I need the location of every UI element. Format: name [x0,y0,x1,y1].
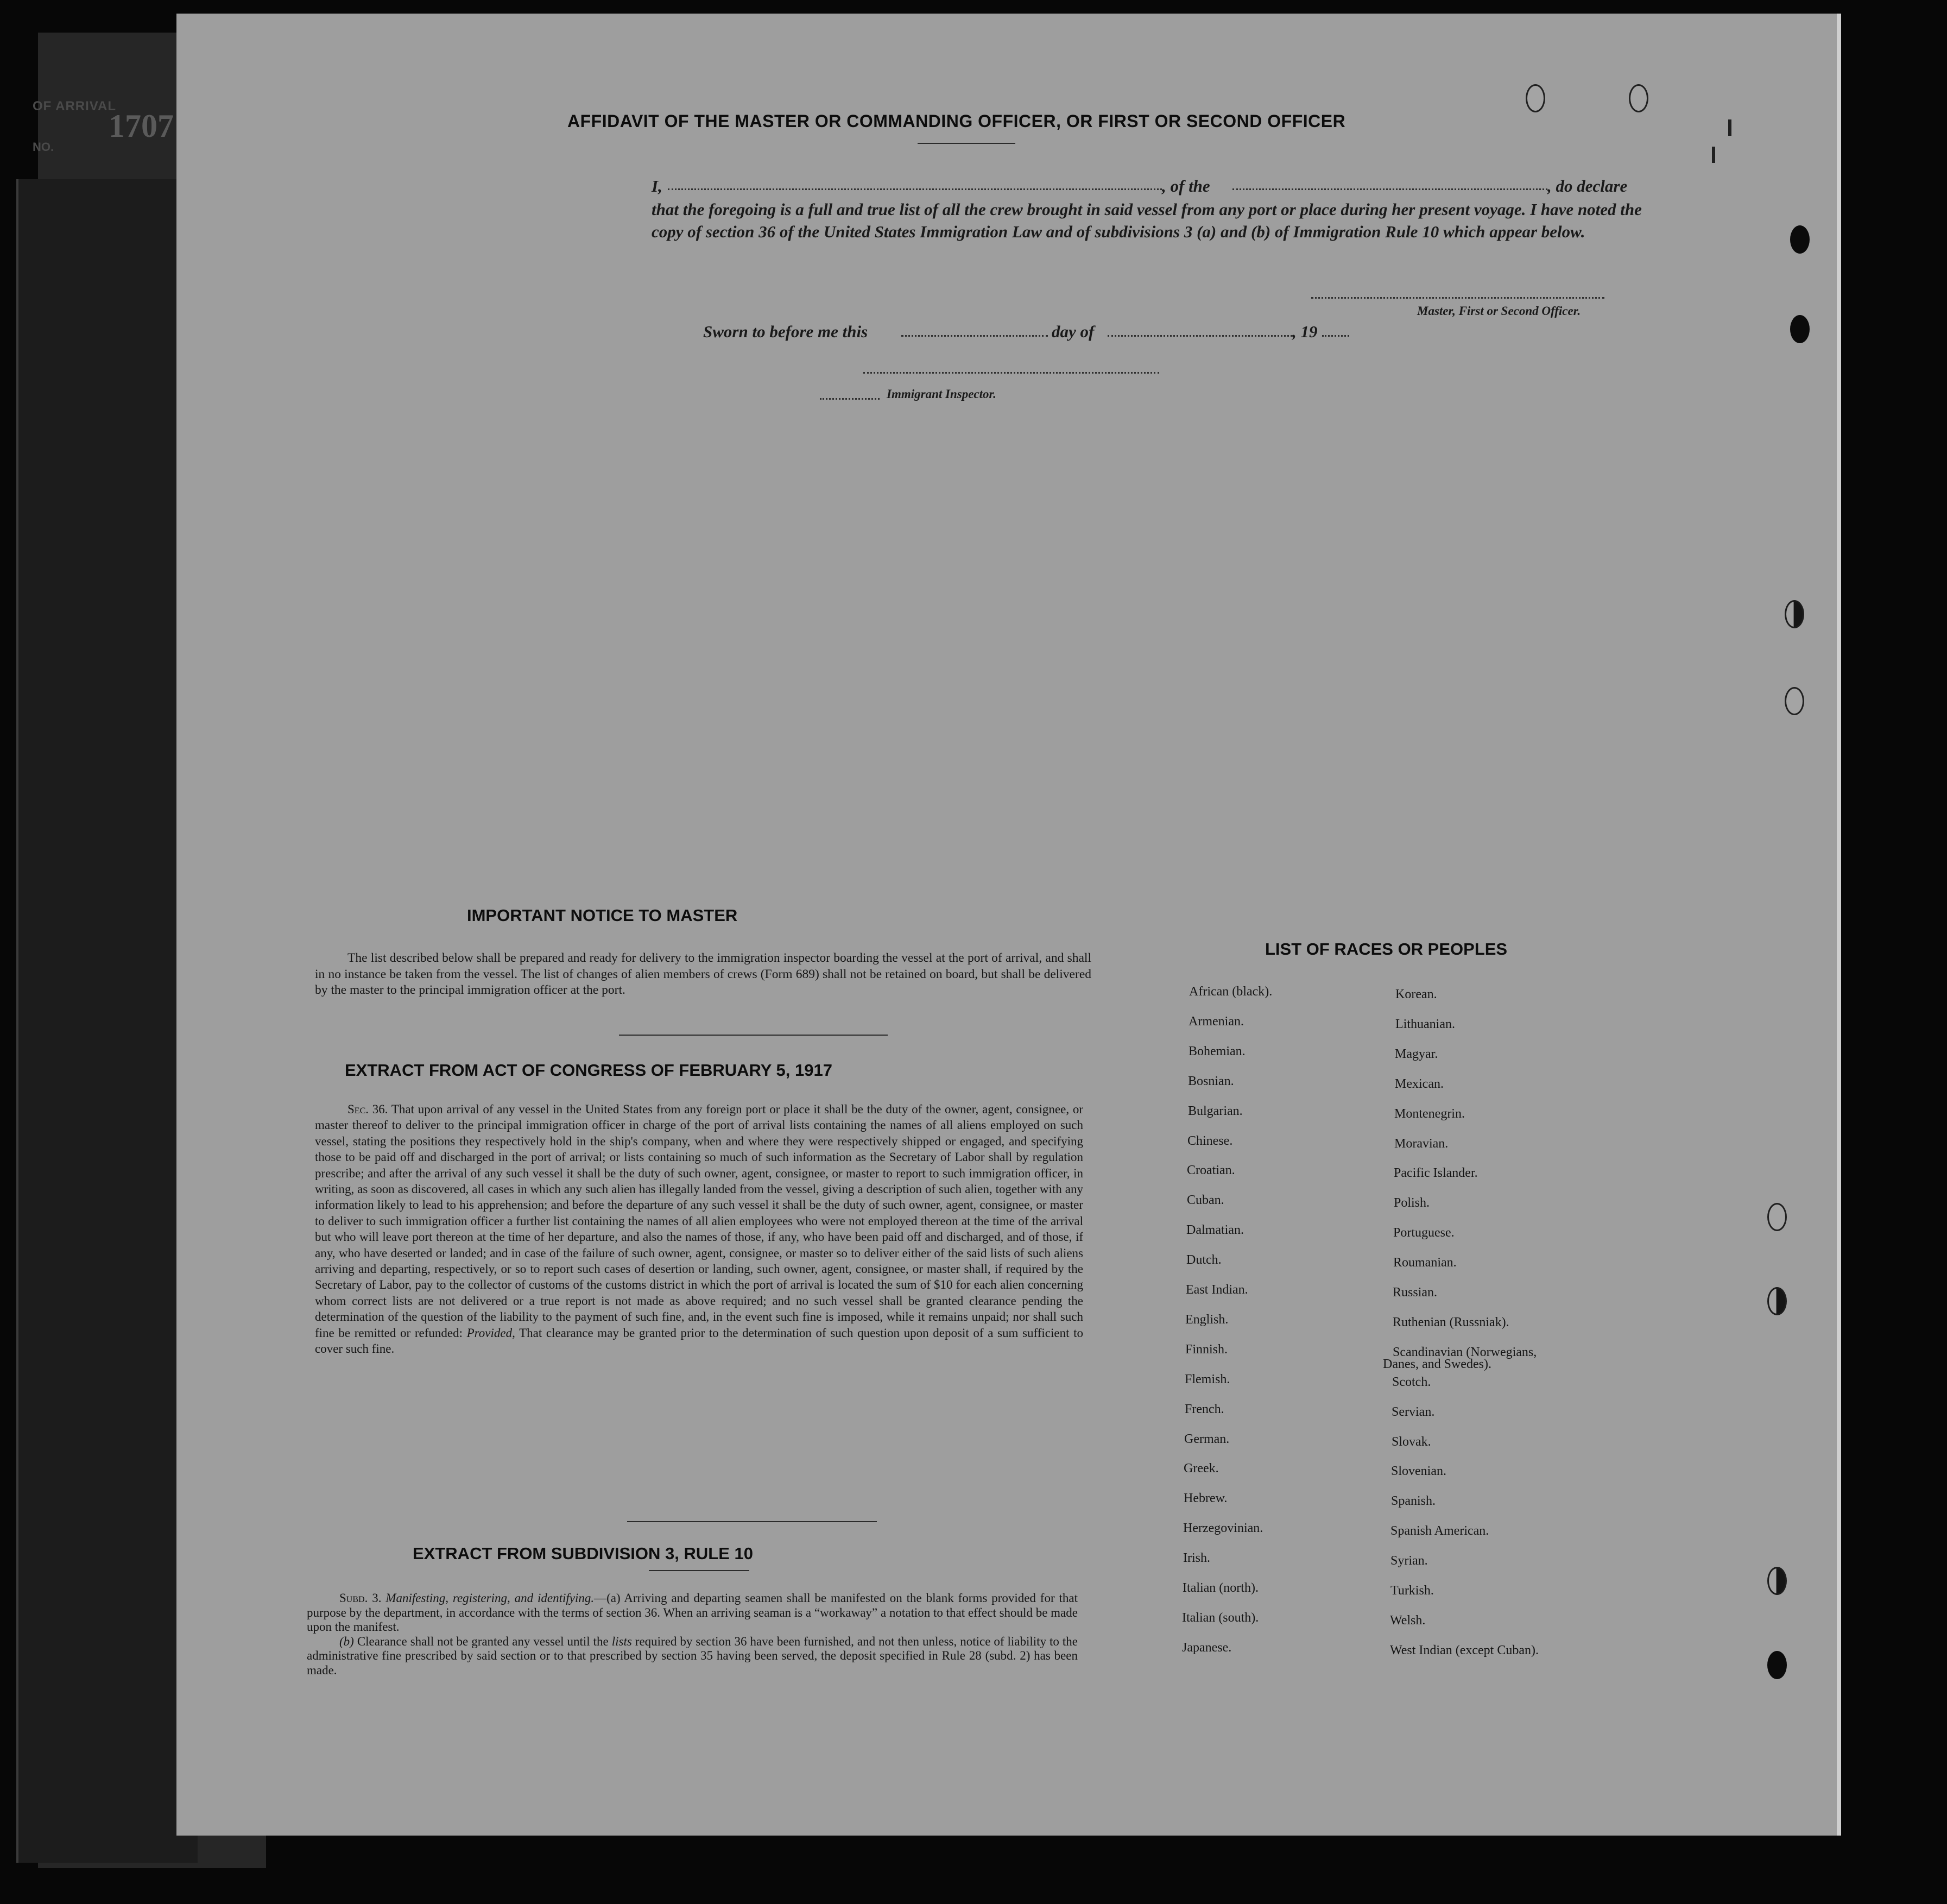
race-item: Dutch. [1186,1253,1222,1268]
act-title: EXTRACT FROM ACT OF CONGRESS OF FEBRUARY 5, 1917 [345,1061,832,1080]
title-rule [649,1570,749,1571]
race-item: African (black). [1189,985,1273,999]
vessel-prefix: , of the [1162,176,1210,196]
punch-hole-icon [1767,1203,1787,1231]
notice-text [315,950,1091,999]
arrival-stub [33,81,179,174]
race-item: Italian (south). [1182,1610,1259,1625]
rule-text [307,1591,1078,1678]
para-b-text: Clearance shall not be granted any vessel until the [357,1634,609,1648]
race-item: Scandinavian (Norwegians, [1393,1345,1537,1359]
para-a-label: —(a) [594,1591,621,1605]
provided-label: Provided, [466,1326,515,1340]
race-item: Chinese. [1187,1133,1233,1148]
race-item: Syrian. [1390,1554,1428,1568]
race-item: Croatian. [1187,1163,1235,1178]
race-item: Slovak. [1392,1434,1431,1449]
race-item: Dalmatian. [1186,1223,1244,1238]
subd-heading: Manifesting, registering, and identifying. [385,1591,595,1605]
race-item: Moravian. [1394,1136,1449,1151]
race-item: Ruthenian (Russniak). [1393,1315,1509,1329]
punch-hole-icon [1629,84,1648,112]
subd-label: Subd. 3. [339,1591,382,1605]
race-item: Herzegovinian. [1183,1521,1263,1536]
rule-title: EXTRACT FROM SUBDIVISION 3, RULE 10 [413,1544,753,1563]
inspector-prefix-dots [820,398,880,400]
race-item: Welsh. [1390,1613,1426,1628]
race-item: Korean. [1395,987,1437,1001]
sworn-prefix: Sworn to before me this [703,322,868,341]
act-paragraph [315,1101,1083,1357]
rule-para-a [307,1591,1078,1635]
punch-hole-icon [1767,1287,1787,1315]
ink-mark [1712,147,1715,163]
race-item: Flemish. [1185,1372,1230,1386]
document-page [176,14,1841,1836]
race-item: Italian (north). [1183,1581,1259,1595]
declare-suffix: , do declare [1547,176,1628,196]
punch-hole-icon [1790,225,1810,254]
race-item: Lithuanian. [1395,1017,1455,1031]
race-item: Greek. [1184,1461,1219,1476]
race-item: Portuguese. [1393,1226,1455,1240]
inspector-signature-field[interactable] [863,372,1159,374]
notice-paragraph: The list described below shall be prepared and ready for delivery to the immigration inspector boarding the vessel at the port of arrival, and shall in no instance be taken from the vessel. The list of changes of alien members of crews (Form 689) shall not be retained on board, but shall be delivered by the master to the principal immigration officer at the port. [315,951,1091,997]
sec-label: Sec. 36. [347,1102,388,1116]
race-item: Spanish American. [1390,1524,1489,1539]
race-item: Bohemian. [1189,1044,1246,1058]
race-item: Bulgarian. [1188,1104,1243,1118]
notice-title: IMPORTANT NOTICE TO MASTER [467,906,738,925]
race-item: East Indian. [1186,1283,1248,1297]
race-item: Irish. [1183,1551,1210,1566]
declarant-prefix: I, [652,176,662,196]
race-item: West Indian (except Cuban). [1390,1643,1539,1657]
sworn-month-field[interactable] [1108,335,1292,337]
affidavit-body: that the foregoing is a full and true list of all the crew brought in said vessel from any port or place during her present voyage. I have noted the copy of section 36 of the United States Immigration Law and of subdivisions 3 (a) and (b) of Immigration Rule 10 which appear below. [652,200,1642,241]
race-item: Finnish. [1185,1342,1228,1357]
race-item: French. [1185,1402,1224,1416]
race-item: Spanish. [1391,1494,1436,1509]
stub-number: 1707 [109,108,174,144]
para-b-lists: lists [611,1634,632,1648]
race-item: English. [1185,1312,1229,1327]
race-item: Hebrew. [1184,1491,1228,1506]
para-b-text-end: required by section 36 have been furnished, and not then unless, notice of liability to the administrative fine prescribed by said section or to that prescribed by section 35 having been served, the deposit specified in Rule 28 (subd. 2) has been made. [307,1634,1078,1677]
race-item: Roumanian. [1393,1256,1457,1270]
master-signature-field[interactable] [1311,297,1604,299]
punch-hole-icon [1526,84,1545,112]
race-item: Slovenian. [1391,1464,1446,1479]
stub-label: OF ARRIVAL [33,99,116,114]
race-item: Magyar. [1395,1046,1438,1061]
races-title: LIST OF RACES OR PEOPLES [1265,940,1508,959]
race-item: Montenegrin. [1394,1106,1465,1121]
punch-hole-icon [1767,1567,1787,1595]
act-body: That upon arrival of any vessel in the United States from any foreign port or place it shall be the duty of the owner, agent, consignee, or master thereof to deliver to the principal immigration officer in charge of the port of arrival lists containing the names of all aliens employed on such vessel, stating the positions they respectively hold in the ship's company, when and where they were respectively shipped or engaged, and specifying those to be paid off and discharged in the port of arrival; or lists containing so much of such information as the Secretary of Labor shall by regulation prescribe; and after the arrival of any such vessel it shall be the duty of such owner, agent, consignee, or master to report to such immigration officer, in writing, as soon as discovered, all cases in which any such alien has illegally landed from the vessel, giving a description of such alien, together with any information likely to lead to his apprehension; and before the departure of any such vessel it shall be the duty of such owner, agent, consignee, or master to deliver to such immigration officer a further list containing the names of all alien employees who were not employed thereon at the time of the arrival but who will leave port thereon at the time of her departure, and also the names of those, if any, who have been paid off and discharged, and of those, if any, who have deserted or landed; and in case of the failure of such owner, agent, consignee, or master so to deliver either of the said lists of such aliens arriving and departing, respectively, or so to report such cases of desertion or landing, such owner, agent, consignee, or master shall, if required by the Secretary of Labor, pay to the collector of customs of the customs district in which the port of arrival is located the sum of $10 for each alien concerning whom correct lists are not delivered or a true report is not made as above required; and no such vessel shall be granted clearance pending the determination of the question of the liability to the payment of such fine, and, in the event such fine is imposed, while it remains unpaid; nor shall such fine be remitted or refunded: [315,1102,1083,1340]
punch-hole-icon [1785,600,1804,628]
race-item: Turkish. [1390,1584,1434,1598]
sworn-year-field[interactable] [1322,335,1349,337]
back-sheet-edge [16,179,198,1863]
sworn-day-field[interactable] [901,335,1048,337]
punch-hole-icon [1767,1651,1787,1679]
race-item: Danes, and Swedes). [1383,1357,1491,1371]
ink-mark [1728,119,1731,136]
vessel-name-field[interactable] [1232,188,1547,190]
para-a-text: Arriving and departing seamen shall be manifested on the blank forms provided for that purpose by the department, in accordance with the terms of section 36. When an arriving seaman is a “workaway” a notation to that effect should be made upon the manifest. [307,1591,1078,1634]
section-divider [627,1521,877,1522]
race-item: Japanese. [1182,1640,1232,1655]
act-body-end: That clearance may be granted prior to the determination of such question upon deposit of a sum sufficient to cover such fine. [315,1326,1083,1356]
race-item: Cuban. [1187,1193,1224,1208]
race-item: Polish. [1394,1196,1430,1211]
race-item: German. [1184,1432,1230,1446]
rule-para-b [307,1635,1078,1678]
act-text [315,1101,1083,1357]
race-item: Bosnian. [1188,1074,1234,1088]
race-item: Pacific Islander. [1394,1166,1478,1181]
affidavit-title: AFFIDAVIT OF THE MASTER OR COMMANDING OFFICER, OR FIRST OR SECOND OFFICER [567,111,1346,131]
master-signature-label: Master, First or Second Officer. [1417,304,1581,318]
punch-hole-icon [1790,315,1810,343]
inspector-label: Immigrant Inspector. [887,387,996,401]
section-divider [619,1035,888,1036]
race-item: Russian. [1393,1285,1438,1300]
race-item: Scotch. [1392,1375,1431,1389]
punch-hole-icon [1785,687,1804,715]
title-rule [918,143,1015,144]
sworn-day-of: day of [1052,322,1095,341]
sworn-year-prefix: , 19 [1292,322,1318,341]
race-item: Armenian. [1189,1014,1244,1029]
race-item: Mexican. [1395,1076,1444,1091]
race-item: Servian. [1392,1404,1435,1419]
para-b-label: (b) [339,1634,354,1648]
declarant-name-field[interactable] [668,188,1162,190]
stub-no-label: NO. [33,140,54,154]
